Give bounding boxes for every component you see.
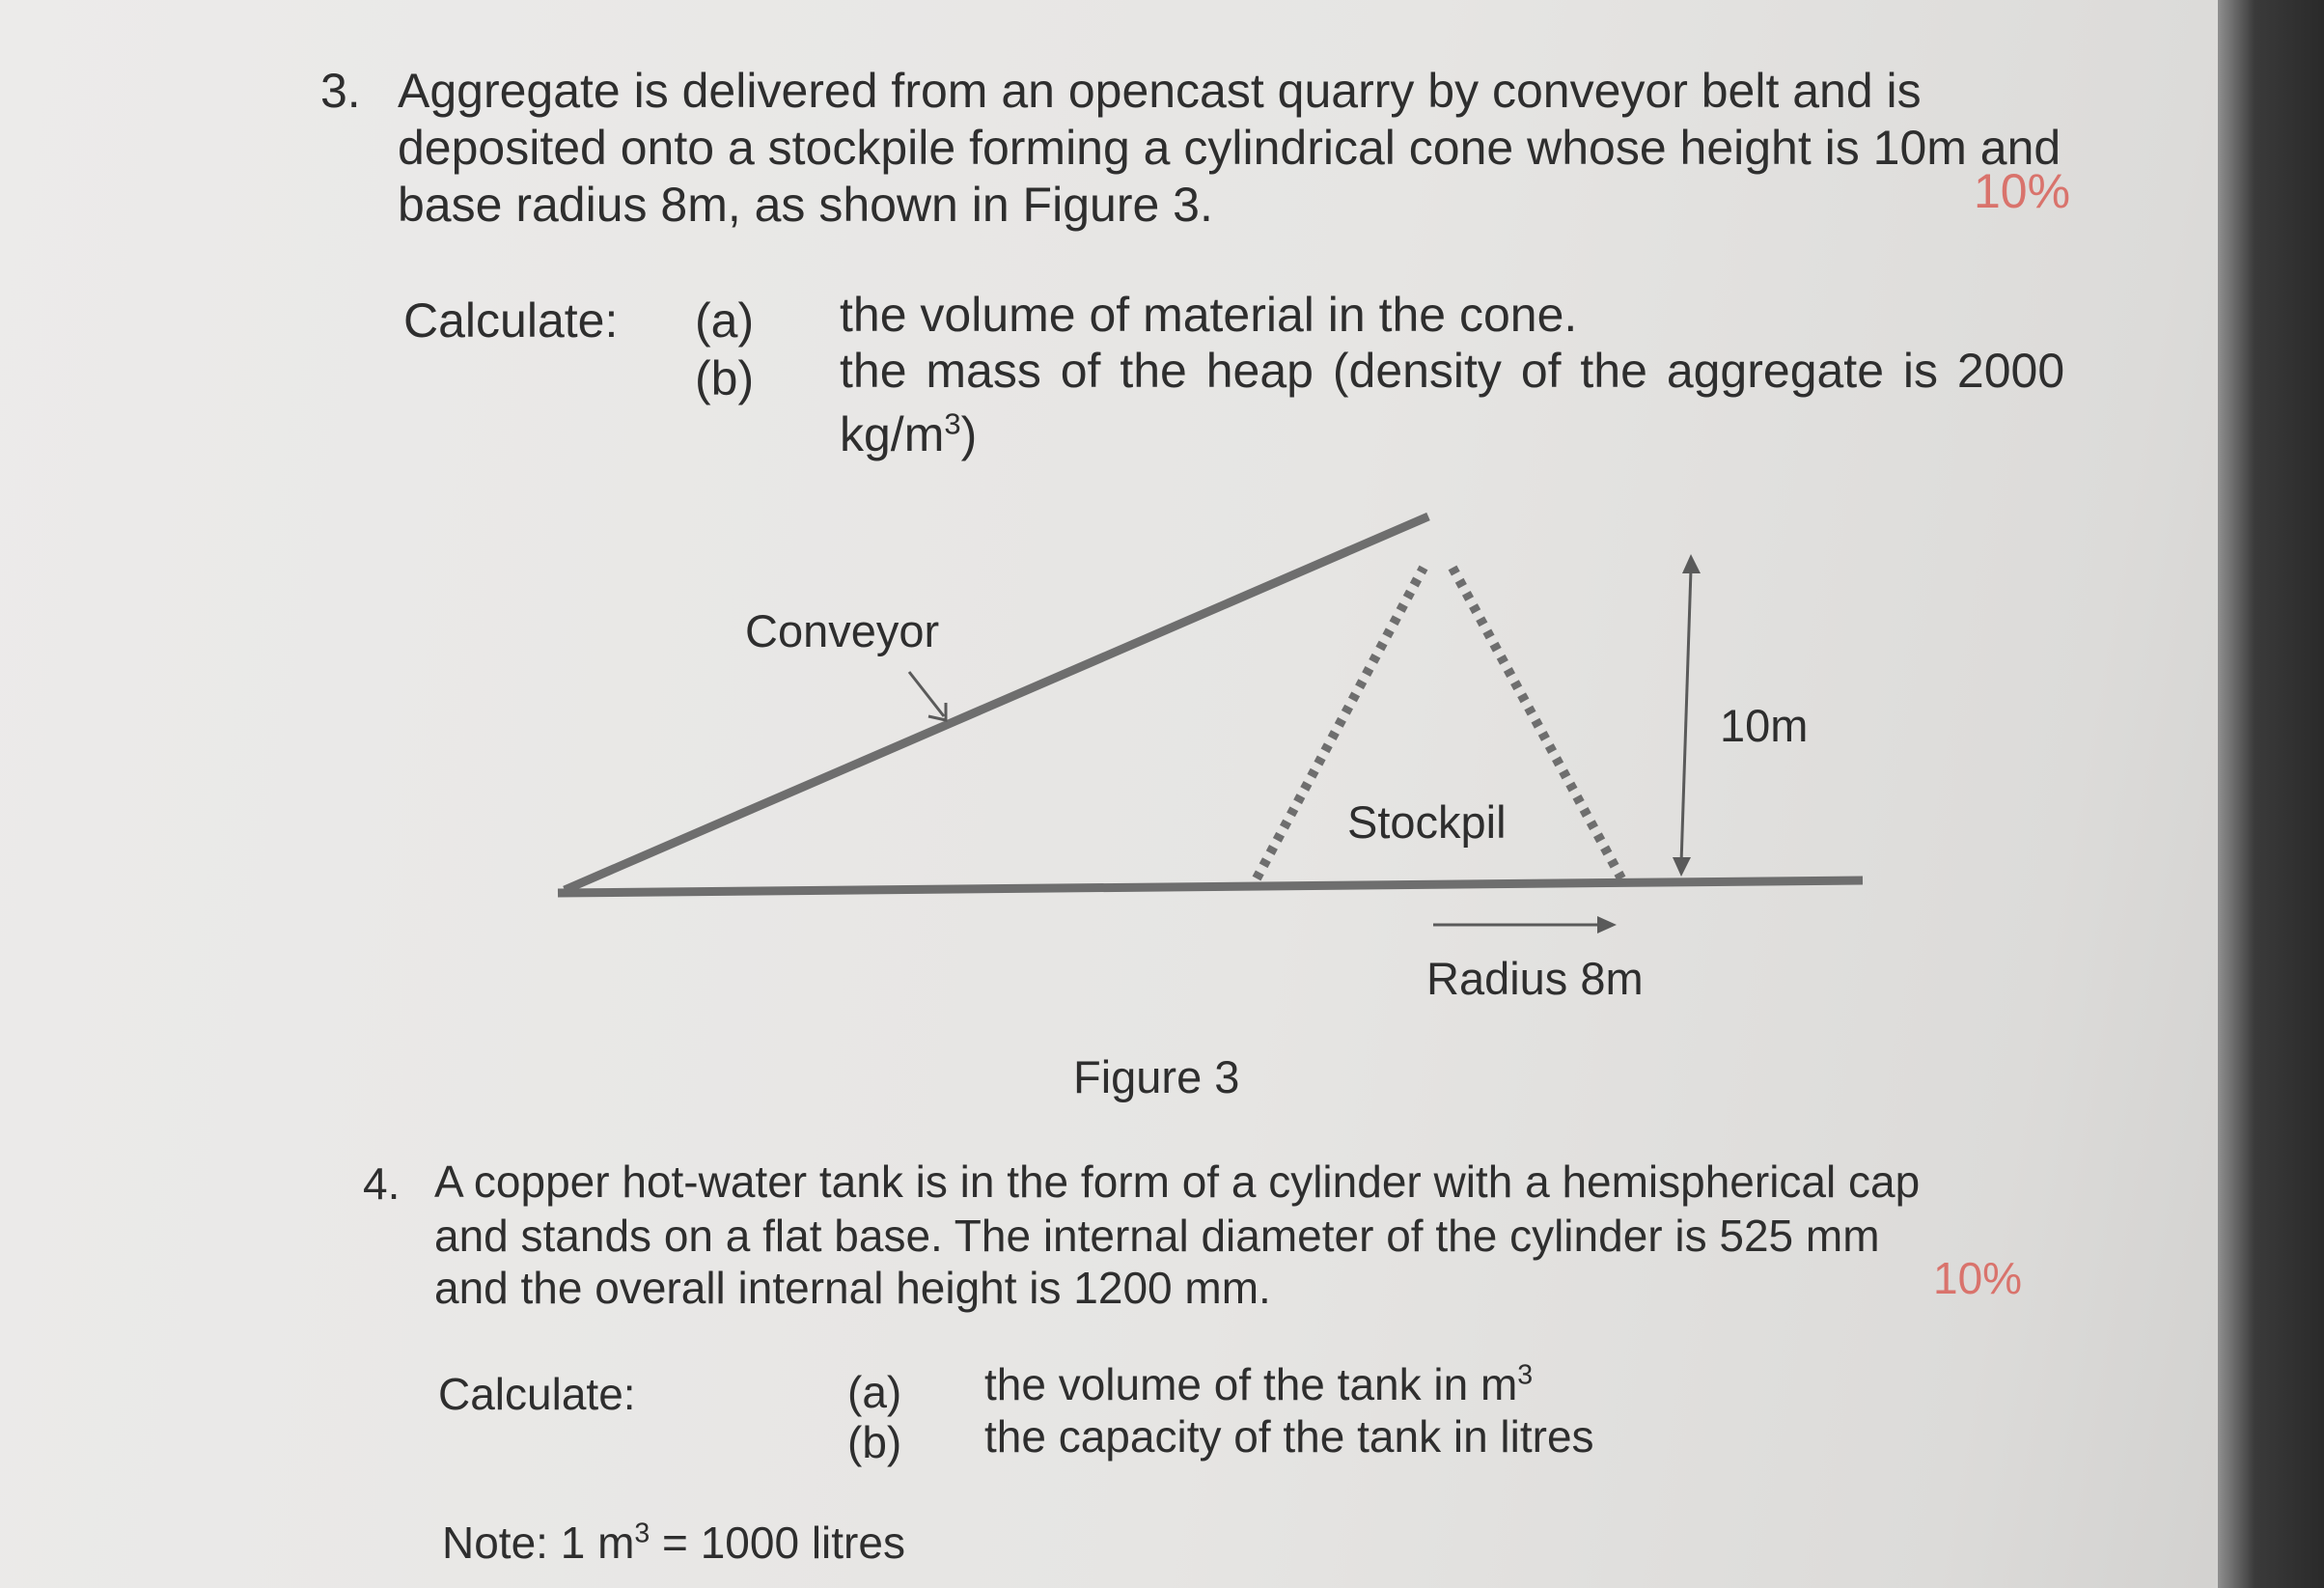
question-text-line: and the overall internal height is 1200 mm. [434,1263,1271,1313]
conveyor-pointer-line [909,672,944,716]
conveyor-label: Conveyor [745,605,940,656]
question-text-line: and stands on a flat base. The internal diameter of the cylinder is 525 mm [434,1211,1880,1261]
radius-label: Radius 8m [1426,953,1644,1004]
question-text-line: A copper hot-water tank is in the form of a cylinder with a hemispherical cap [434,1156,1921,1207]
part-label: (a) [847,1367,902,1417]
screen-bezel [2218,0,2324,1588]
note: Note: 1 $m^3 = 1000$ litres [442,1518,905,1568]
question-text-line: base radius 8m, as shown in Figure 3. [398,178,1213,232]
height-arrow-top-head [1682,554,1701,573]
marks-badge: 10% [1974,164,2071,218]
part-label: (a) [695,293,755,348]
calculate-label: Calculate: [403,293,619,348]
stockpile-label: Stockpil [1347,796,1507,848]
part-text: the volume of material in the cone. [840,288,1578,342]
part-text: the volume of the tank in $m^3$ [984,1359,1534,1409]
question-text-line: Aggregate is delivered from an opencast quarry by conveyor belt and is [398,64,1922,118]
marks-badge: 10% [1933,1253,2023,1303]
height-arrow-line [1681,570,1691,864]
part-text: the capacity of the tank in litres [984,1411,1594,1462]
part-label: (b) [695,351,755,405]
conveyor-belt-line [565,516,1428,890]
height-label: 10m [1720,700,1809,751]
figure-caption: Figure 3 [1073,1051,1240,1102]
question-number: 4. [363,1158,401,1209]
part-text-unit: $kg/m^3$) [840,406,978,461]
radius-arrow-head [1597,916,1617,933]
calculate-label: Calculate: [438,1369,636,1419]
question-text-line: deposited onto a stockpile forming a cylindrical cone whose height is 10m and [398,121,2061,175]
part-text: the mass of the heap (density of the aggregate is 2000 [840,344,2065,398]
part-label: (b) [847,1417,902,1467]
ground-line [558,880,1863,893]
height-arrow-bottom-head [1673,857,1691,877]
question-number: 3. [320,64,361,118]
